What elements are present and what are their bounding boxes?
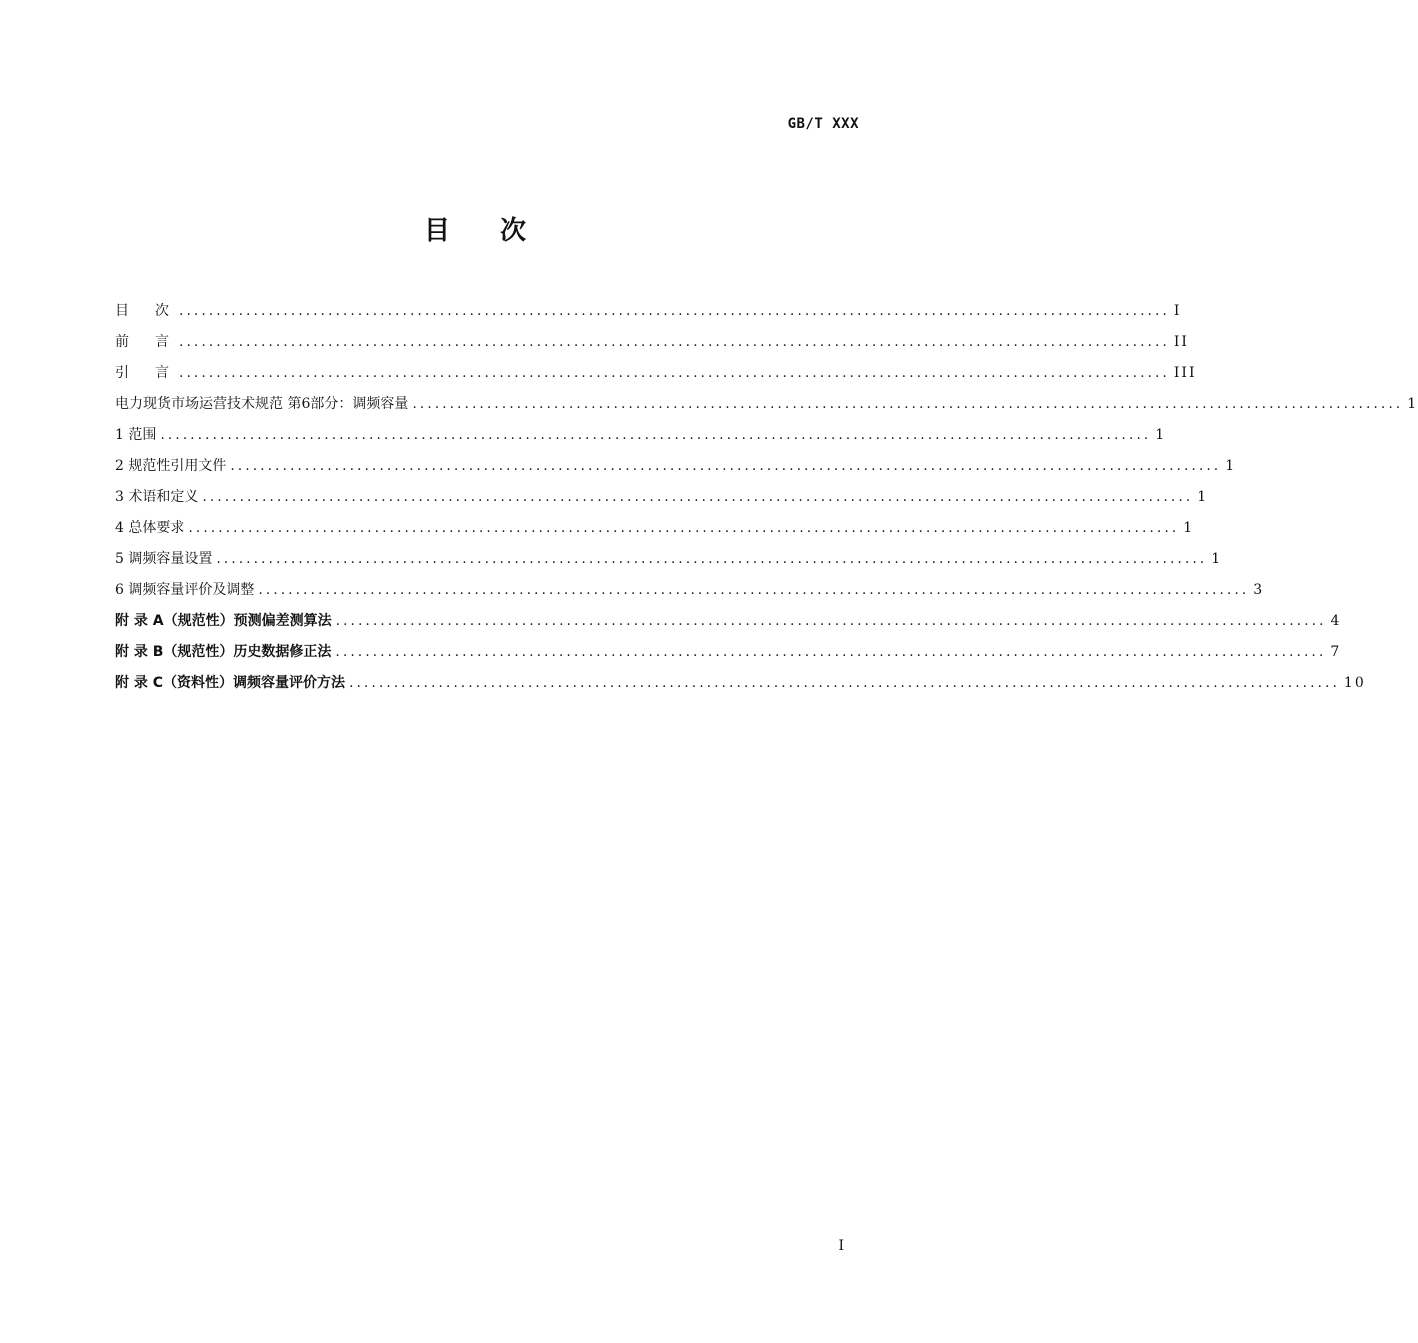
table-of-contents xyxy=(115,296,1418,699)
toc-entry-page: 1 xyxy=(1211,551,1223,567)
page-number: I xyxy=(838,1238,844,1254)
toc-entry-page: 1 xyxy=(1155,427,1167,443)
toc-entry-page: 4 xyxy=(1330,613,1342,629)
toc-entry-label: 4 总体要求 xyxy=(115,520,185,536)
toc-entry-capacity-evaluation[interactable] xyxy=(115,575,1265,606)
toc-leader-dots: ..................................................................................................................................... xyxy=(216,551,1208,567)
toc-entry-label: 2 规范性引用文件 xyxy=(115,458,227,474)
title-char-2: 次 xyxy=(500,216,527,246)
toc-entry-annex-b[interactable] xyxy=(115,637,1342,668)
toc-leader-dots: ..................................................................................................................................... xyxy=(179,334,1170,350)
toc-entry-page: II xyxy=(1173,334,1189,350)
toc-entry-foreword[interactable] xyxy=(115,327,1189,358)
toc-leader-dots: ..................................................................................................................................... xyxy=(188,520,1180,536)
toc-entry-label: 附 录 A（规范性）预测偏差测算法 xyxy=(115,613,332,629)
toc-entry-terms-definitions[interactable] xyxy=(115,482,1209,513)
toc-entry-page: III xyxy=(1173,365,1197,381)
toc-entry-general-requirements[interactable] xyxy=(115,513,1195,544)
toc-leader-dots: ..................................................................................................................................... xyxy=(202,489,1194,505)
toc-entry-label: 附 录 B（规范性）历史数据修正法 xyxy=(115,644,332,660)
toc-leader-dots: ..................................................................................................................................... xyxy=(349,675,1340,691)
toc-entry-annex-a[interactable] xyxy=(115,606,1342,637)
toc-entry-page: 1 xyxy=(1197,489,1209,505)
toc-entry-scope[interactable] xyxy=(115,420,1167,451)
toc-entry-introduction[interactable] xyxy=(115,358,1197,389)
toc-entry-label: 6 调频容量评价及调整 xyxy=(115,582,255,598)
toc-entry-page: 1 xyxy=(1225,458,1237,474)
toc-leader-dots: ..................................................................................................................................... xyxy=(258,582,1250,598)
toc-entry-label: 3 术语和定义 xyxy=(115,489,199,505)
toc-leader-dots: ..................................................................................................................................... xyxy=(335,644,1327,660)
toc-entry-label: 引 言 xyxy=(115,365,175,381)
toc-leader-dots: ..................................................................................................................................... xyxy=(230,458,1222,474)
toc-entry-page: 3 xyxy=(1253,582,1265,598)
page-title xyxy=(0,210,950,247)
toc-entry-label: 附 录 C（资料性）调频容量评价方法 xyxy=(115,675,346,691)
toc-entry-capacity-setting[interactable] xyxy=(115,544,1223,575)
toc-entry-label: 前 言 xyxy=(115,334,175,350)
toc-entry-page: 1 xyxy=(1183,520,1195,536)
toc-entry-label: 目 次 xyxy=(115,303,175,319)
toc-entry-page: 7 xyxy=(1330,644,1342,660)
toc-entry-page: 10 xyxy=(1343,675,1366,691)
toc-entry-label: 电力现货市场运营技术规范 第6部分：调频容量 xyxy=(115,396,409,412)
toc-leader-dots: ..................................................................................................................................... xyxy=(160,427,1152,443)
toc-entry-label: 5 调频容量设置 xyxy=(115,551,213,567)
toc-leader-dots: ..................................................................................................................................... xyxy=(412,396,1404,412)
toc-entry-page: I xyxy=(1173,303,1182,319)
toc-entry-page: 1 xyxy=(1407,396,1418,412)
toc-entry-part-title[interactable] xyxy=(115,389,1418,420)
toc-entry-normative-references[interactable] xyxy=(115,451,1237,482)
toc-leader-dots: ..................................................................................................................................... xyxy=(335,613,1327,629)
toc-entry-label: 1 范围 xyxy=(115,427,157,443)
standard-code: GB/T XXX xyxy=(787,116,859,132)
toc-entry-annex-c[interactable] xyxy=(115,668,1366,699)
title-char-1: 目 xyxy=(423,216,450,246)
toc-entry-contents[interactable] xyxy=(115,296,1182,327)
toc-leader-dots: ..................................................................................................................................... xyxy=(179,365,1170,381)
toc-leader-dots: ..................................................................................................................................... xyxy=(179,303,1170,319)
